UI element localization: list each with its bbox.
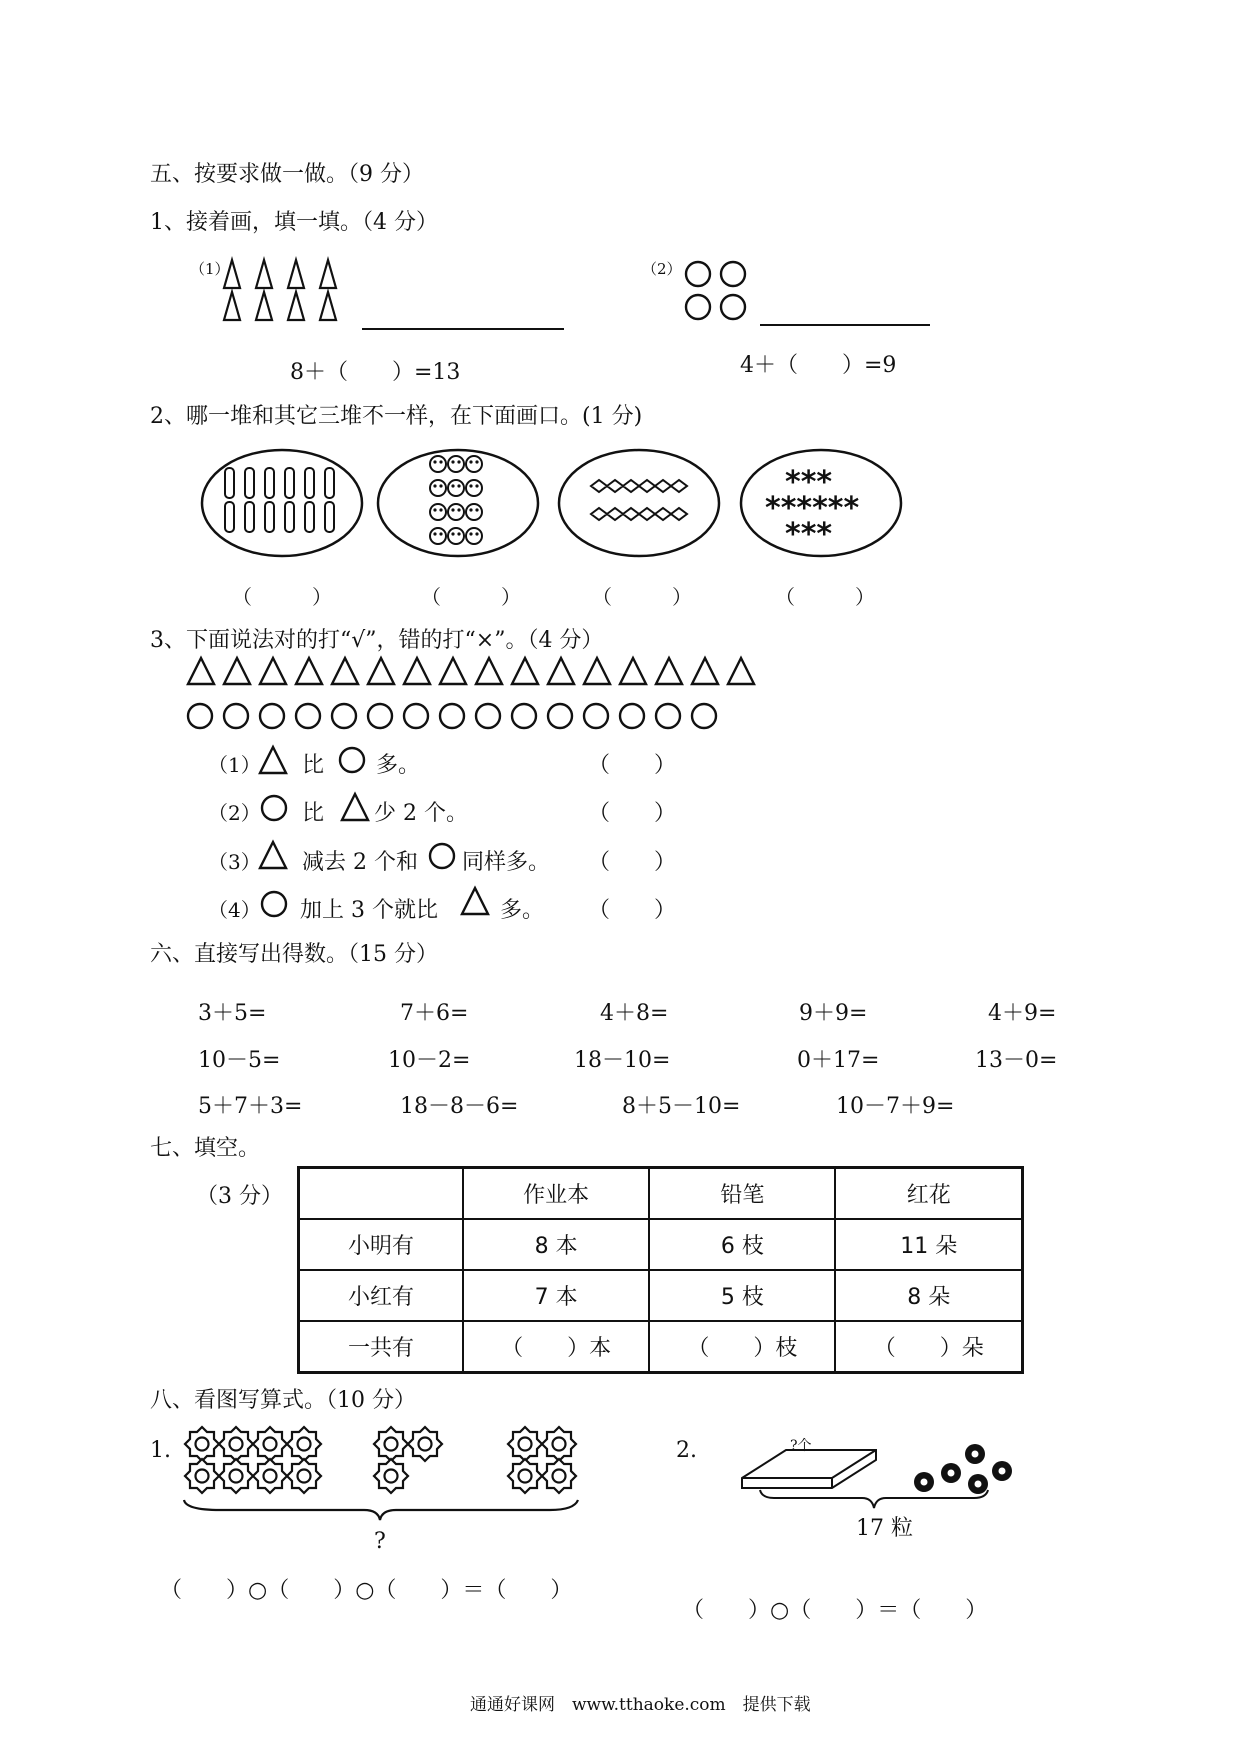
svg-text:***: *** — [785, 465, 833, 500]
narrow-triangle-icon — [288, 292, 304, 320]
table-cell: 8 朵 — [835, 1270, 1022, 1321]
q1-answer-line-2 — [760, 324, 930, 326]
section5-title: 五、按要求做一做。（9 分） — [150, 162, 424, 187]
section8-q1-formula: （ ）○（ ）○（ ）＝（ ） — [160, 1578, 573, 1603]
triangle-icon — [460, 886, 492, 916]
table-row — [299, 1219, 1023, 1270]
q3-item-1-text-b: 多。 — [376, 753, 421, 778]
circle-icon — [721, 262, 745, 286]
circle-icon — [260, 794, 288, 822]
q3-item-3-text-a: 减去 2 个和 — [302, 850, 418, 875]
section8-title: 八、看图写算式。（10 分） — [150, 1388, 416, 1413]
q3-item-2-paren: （ ） — [588, 801, 677, 826]
section8-q2-total: 17 粒 — [856, 1516, 913, 1541]
triangle-icon — [340, 792, 372, 822]
brace-icon — [184, 1500, 578, 1520]
q3-item-4-num: （4） — [208, 898, 261, 922]
flower-groups — [180, 1424, 600, 1524]
q2-paren-1: （ ） — [232, 585, 332, 609]
q3-item-1-text-a: 比 — [302, 753, 325, 778]
section8-q2-formula: （ ）○（ ）＝（ ） — [682, 1598, 988, 1623]
narrow-triangle-icon — [288, 260, 304, 288]
table-header-cell: 作业本 — [463, 1168, 649, 1220]
calc-1-2: 7＋6= — [400, 1001, 469, 1026]
triangle-icon — [258, 745, 290, 775]
table-cell: 5 枝 — [649, 1270, 835, 1321]
diamonds-icon — [591, 480, 687, 520]
table-cell: 8 本 — [463, 1219, 649, 1270]
table-cell: （ ）本 — [463, 1321, 649, 1373]
calc-1-5: 4＋9= — [988, 1001, 1057, 1026]
q1-equation-1: 8＋（ ）=13 — [290, 360, 461, 385]
q3-item-3-paren: （ ） — [588, 850, 677, 875]
table-header-row — [299, 1168, 1023, 1220]
q1-circles — [684, 260, 754, 324]
section7-score: （3 分） — [196, 1184, 283, 1209]
circle-icon — [428, 842, 456, 870]
q3-item-4-text-a: 加上 3 个就比 — [300, 898, 438, 923]
calc-2-2: 10－2= — [388, 1048, 471, 1073]
smiley-faces-icon — [430, 456, 482, 544]
q1-triangles — [222, 258, 342, 322]
q2-piles — [200, 448, 920, 560]
calc-2-3: 18－10= — [574, 1048, 671, 1073]
beans-icon — [914, 1444, 1012, 1494]
table-row — [299, 1321, 1023, 1373]
q3-item-4-paren: （ ） — [588, 898, 677, 923]
q3-item-3-text-b: 同样多。 — [462, 850, 551, 875]
q1-equation-2: 4＋（ ）=9 — [740, 353, 897, 378]
narrow-triangle-icon — [256, 292, 272, 320]
asterisks-icon — [765, 465, 859, 552]
table-header-cell — [299, 1168, 464, 1220]
q2-paren-4: （ ） — [775, 585, 875, 609]
q1-part1-label: （1） — [190, 260, 230, 278]
table-header-cell: 铅笔 — [649, 1168, 835, 1220]
flower-icon-group-1 — [185, 1427, 321, 1493]
triangle-icon — [258, 840, 290, 870]
q3-title: 3、下面说法对的打“√”，错的打“×”。（4 分） — [150, 628, 604, 653]
table-row — [299, 1270, 1023, 1321]
calc-2-4: 0＋17= — [797, 1048, 880, 1073]
q3-triangle-row — [186, 656, 786, 688]
narrow-triangle-icon — [320, 260, 336, 288]
narrow-triangle-icon — [224, 260, 240, 288]
calc-3-4: 10－7＋9= — [836, 1094, 955, 1119]
calc-3-3: 8＋5－10= — [622, 1094, 741, 1119]
q1-part2-label: （2） — [642, 260, 682, 278]
q1-title: 1、接着画，填一填。（4 分） — [150, 210, 438, 235]
circle-icon — [721, 295, 745, 319]
narrow-triangle-icon — [256, 260, 272, 288]
table-cell: 6 枝 — [649, 1219, 835, 1270]
q3-item-1-paren: （ ） — [588, 753, 677, 778]
table-cell: 11 朵 — [835, 1219, 1022, 1270]
table-header-cell: 红花 — [835, 1168, 1022, 1220]
fill-table — [297, 1166, 1024, 1374]
section6-title: 六、直接写出得数。（15 分） — [150, 942, 438, 967]
circle-icon — [686, 295, 710, 319]
table-cell: 一共有 — [299, 1321, 464, 1373]
section8-q1-question: ? — [374, 1529, 386, 1554]
q2-title: 2、哪一堆和其它三堆不一样，在下面画口。(1 分) — [150, 404, 643, 429]
footer-credit: 通通好课网 www.tthaoke.com 提供下载 — [470, 1695, 811, 1715]
q3-item-4-text-b: 多。 — [500, 898, 545, 923]
q2-paren-3: （ ） — [592, 585, 692, 609]
narrow-triangle-icon — [224, 292, 240, 320]
table-cell: 7 本 — [463, 1270, 649, 1321]
box-icon — [742, 1450, 876, 1488]
stick-bundle-icon — [225, 468, 334, 532]
circle-icon — [260, 890, 288, 918]
q1-answer-line-1 — [362, 328, 564, 330]
q3-item-3-num: （3） — [208, 850, 261, 874]
svg-text:******: ****** — [765, 491, 860, 526]
section8-q1-num: 1. — [150, 1438, 171, 1463]
section8-q2-box-label: ?个 — [790, 1438, 812, 1454]
q2-paren-2: （ ） — [421, 585, 521, 609]
narrow-triangle-icon — [320, 292, 336, 320]
flower-icon-group-2 — [374, 1427, 442, 1493]
circle-icon — [338, 746, 366, 774]
calc-3-2: 18－8－6= — [400, 1094, 519, 1119]
calc-2-1: 10－5= — [198, 1048, 281, 1073]
calc-1-4: 9＋9= — [799, 1001, 868, 1026]
q3-item-1-num: （1） — [208, 753, 261, 777]
pile-oval — [559, 450, 719, 556]
section8-q2-num: 2. — [676, 1438, 697, 1463]
box-and-beans — [738, 1418, 1028, 1498]
table-cell: （ ）枝 — [649, 1321, 835, 1373]
q3-item-2-text-a: 比 — [302, 801, 325, 826]
calc-3-1: 5＋7＋3= — [198, 1094, 303, 1119]
circle-icon — [686, 262, 710, 286]
section7-title: 七、填空。 — [150, 1136, 261, 1161]
q3-item-2-text-b: 少 2 个。 — [374, 801, 468, 826]
table-cell: 小红有 — [299, 1270, 464, 1321]
flower-icon-group-3 — [508, 1427, 576, 1493]
q3-item-2-num: （2） — [208, 801, 261, 825]
calc-1-3: 4＋8= — [600, 1001, 669, 1026]
bracket-icon — [758, 1488, 990, 1512]
table-cell: 小明有 — [299, 1219, 464, 1270]
table-cell: （ ）朵 — [835, 1321, 1022, 1373]
q3-circle-row — [186, 702, 726, 734]
svg-text:***: *** — [785, 517, 833, 552]
calc-1-1: 3＋5= — [198, 1001, 267, 1026]
calc-2-5: 13－0= — [975, 1048, 1058, 1073]
